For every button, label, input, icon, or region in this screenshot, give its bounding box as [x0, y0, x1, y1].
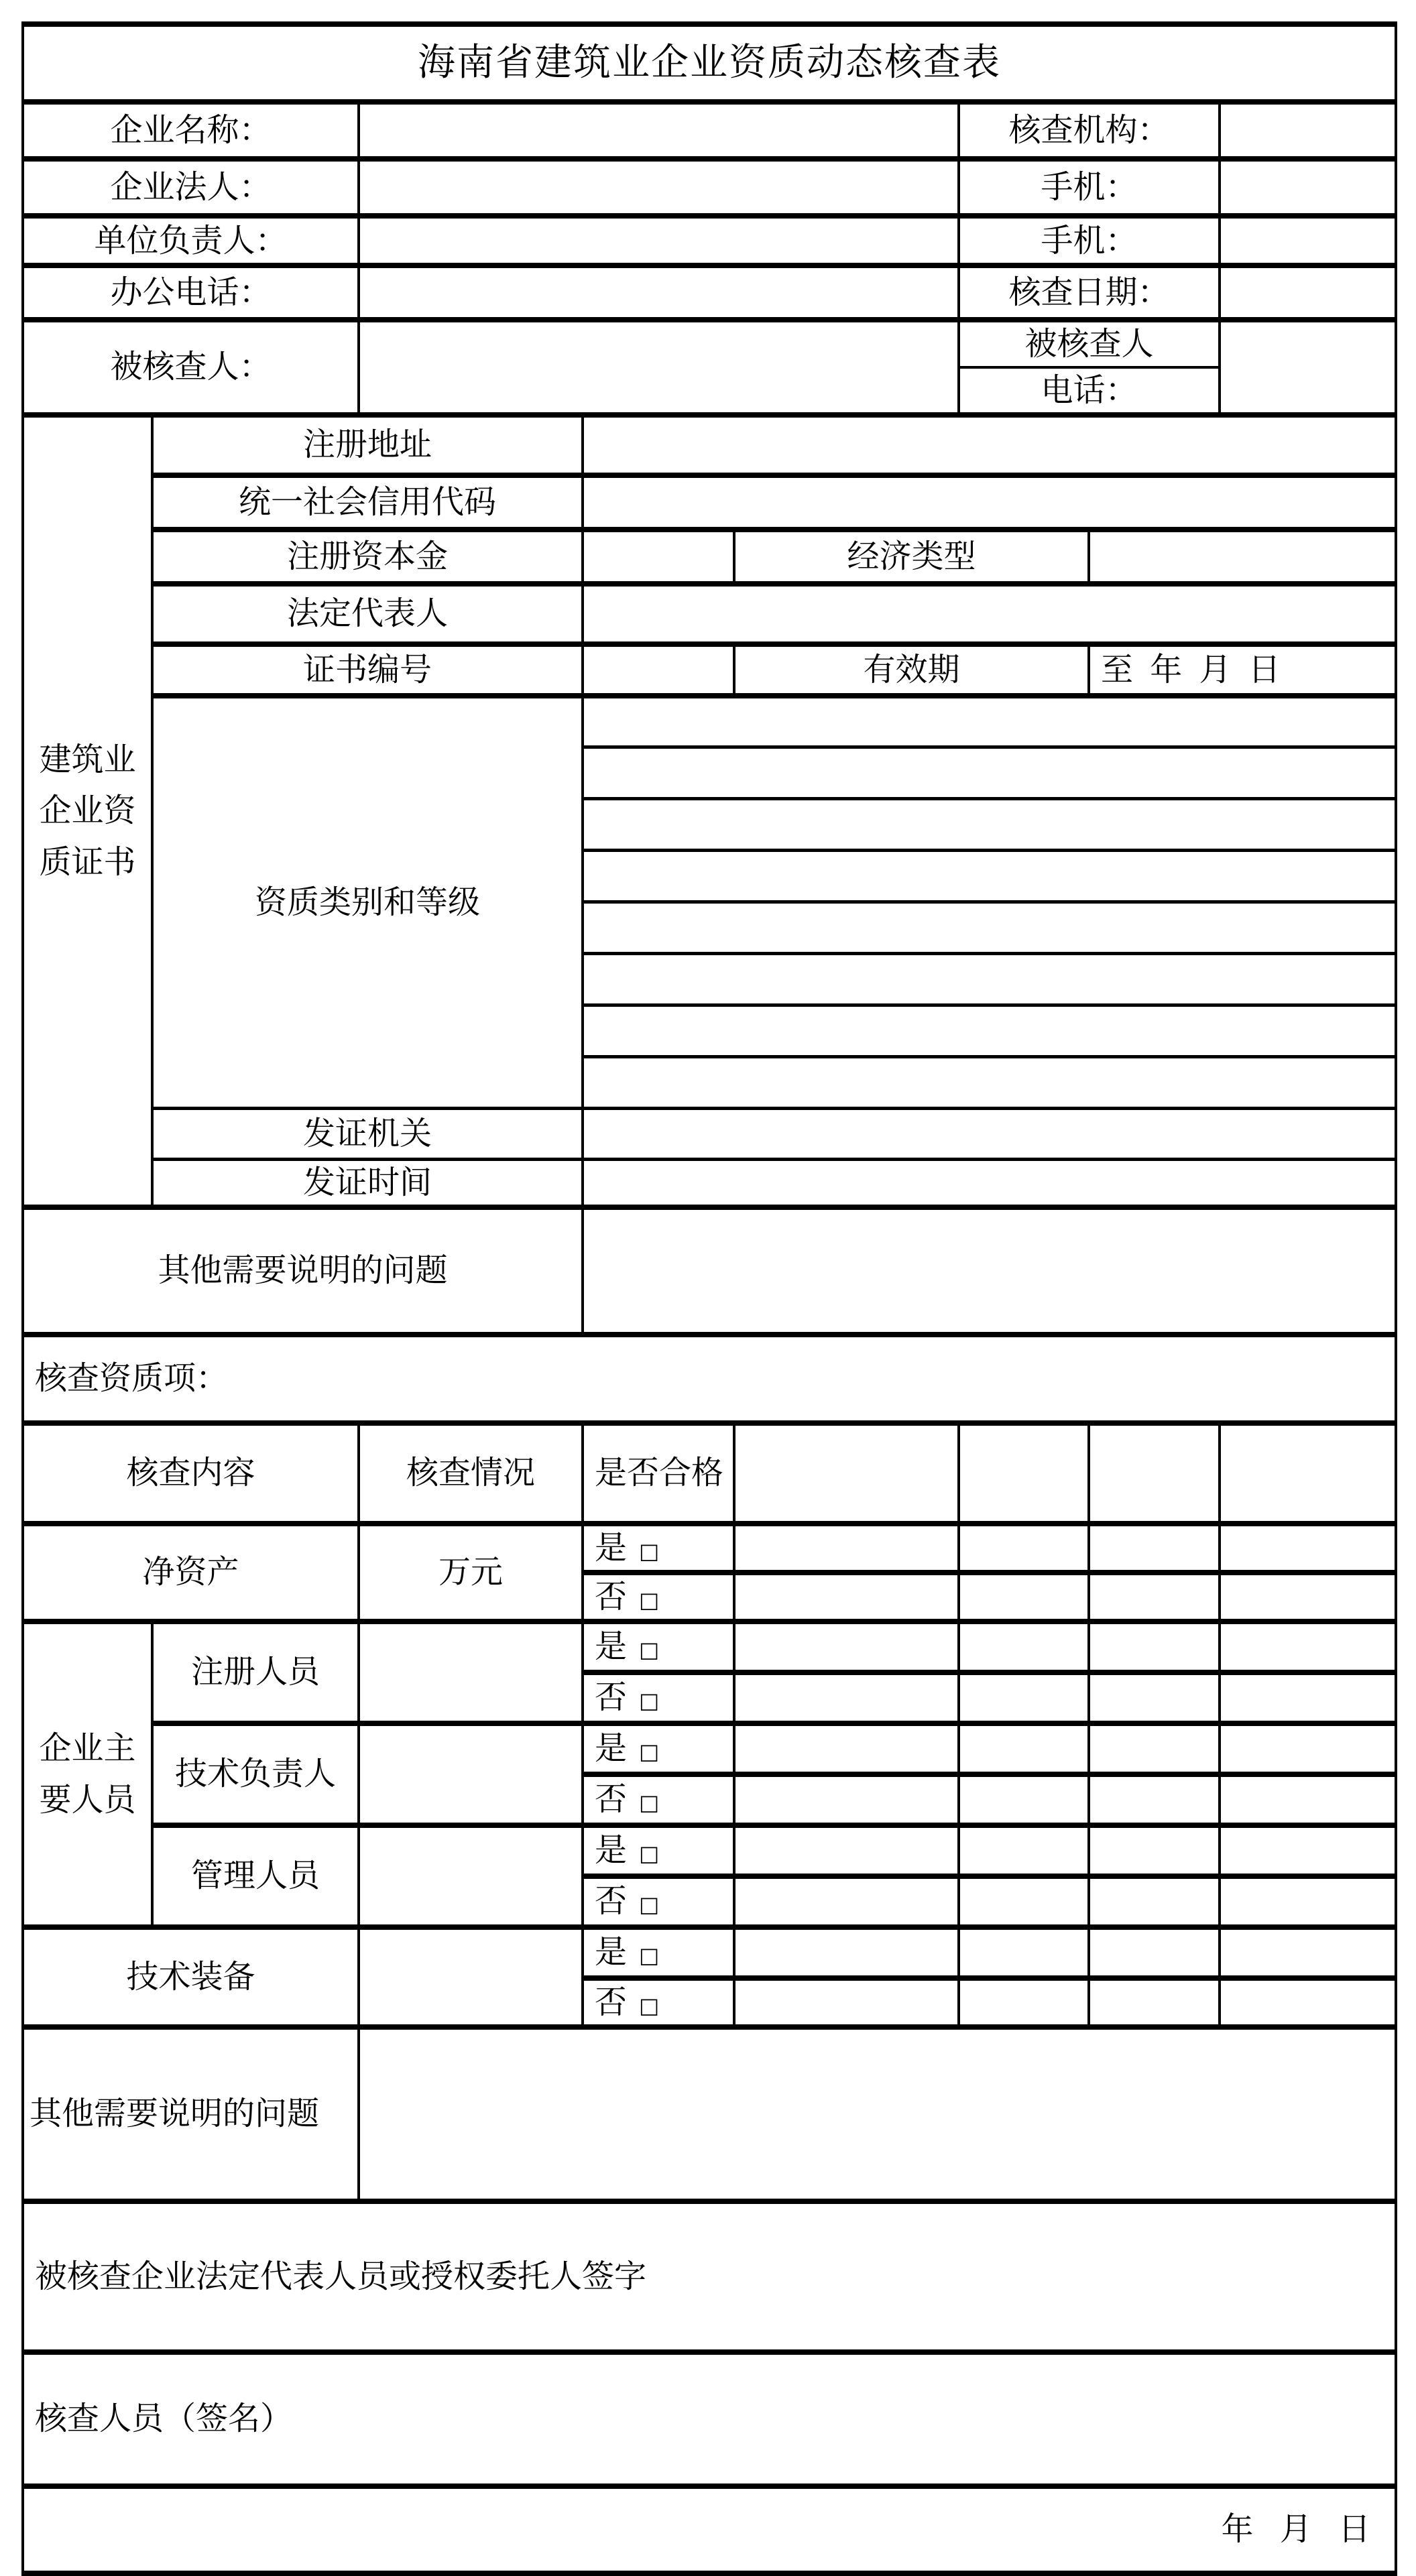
checkbox-square[interactable]: □	[639, 1790, 660, 1816]
header-check-situation: 核查情况	[359, 1423, 583, 1524]
qualified-entry-cell[interactable]	[734, 1621, 959, 1672]
qualified-entry-cell[interactable]	[1220, 1573, 1396, 1621]
checkbox-square[interactable]: □	[639, 1943, 660, 1969]
cert-credit-code-label: 统一社会信用代码	[152, 475, 583, 530]
cert-category-entry-row[interactable]	[583, 1057, 1396, 1109]
qualified-entry-cell[interactable]	[734, 1573, 959, 1621]
qualified-entry-cell[interactable]	[734, 1876, 959, 1927]
inspect-date-label: 核查日期：	[959, 265, 1220, 320]
inspected-person-value[interactable]	[359, 320, 959, 415]
mobile-1-label: 手机：	[959, 159, 1220, 216]
inspect-agency-label: 核查机构：	[959, 102, 1220, 159]
office-phone-value[interactable]	[359, 265, 959, 320]
cert-economic-type-value[interactable]	[1089, 530, 1396, 584]
cert-category-label: 资质类别和等级	[152, 696, 583, 1109]
checkbox-square[interactable]: □	[639, 1992, 660, 2018]
check-section-label: 核查资质项：	[23, 1335, 1396, 1423]
cert-category-entry-row[interactable]	[583, 747, 1396, 799]
cert-section-label: 建筑业企业资质证书	[23, 415, 152, 1207]
cert-category-entry-row[interactable]	[583, 696, 1396, 747]
header-entry-col[interactable]	[734, 1423, 959, 1524]
cert-category-entry-row[interactable]	[583, 1005, 1396, 1057]
legal-person-value[interactable]	[359, 159, 959, 216]
cert-legal-rep-label: 法定代表人	[152, 584, 583, 644]
cert-no-value[interactable]	[583, 644, 734, 696]
qualified-entry-cell[interactable]	[1089, 1524, 1220, 1573]
checkbox-square[interactable]: □	[639, 1841, 660, 1867]
qualified-entry-cell[interactable]	[1089, 1573, 1220, 1621]
qualified-entry-cell[interactable]	[1220, 1524, 1396, 1573]
checkbox-square[interactable]: □	[639, 1587, 660, 1613]
cert-issuer-value[interactable]	[583, 1109, 1396, 1160]
checkbox-square[interactable]: □	[639, 1637, 660, 1663]
qualified-entry-cell[interactable]	[959, 1621, 1089, 1672]
qualified-entry-cell[interactable]	[1089, 1978, 1220, 2027]
mobile-2-value[interactable]	[1220, 216, 1396, 265]
inspect-agency-value[interactable]	[1220, 102, 1396, 159]
qualified-entry-cell[interactable]	[1220, 1774, 1396, 1825]
qualified-entry-cell[interactable]	[1089, 1927, 1220, 1978]
cert-issue-time-value[interactable]	[583, 1160, 1396, 1207]
inspected-person-label: 被核查人：	[23, 320, 359, 415]
cert-category-entry-row[interactable]	[583, 799, 1396, 851]
inspect-date-value[interactable]	[1220, 265, 1396, 320]
qualified-entry-cell[interactable]	[734, 1825, 959, 1876]
cert-issue-time-label: 发证时间	[152, 1160, 583, 1207]
net-assets-label: 净资产	[23, 1524, 359, 1621]
qualified-entry-cell[interactable]	[959, 1876, 1089, 1927]
qualified-entry-cell[interactable]	[1089, 1876, 1220, 1927]
cert-capital-label: 注册资本金	[152, 530, 583, 584]
cert-economic-type-label: 经济类型	[734, 530, 1089, 584]
qualified-entry-cell[interactable]	[1089, 1723, 1220, 1774]
situation-entry-cell[interactable]	[359, 1621, 583, 1723]
qualified-entry-cell[interactable]	[1220, 1672, 1396, 1723]
yes-option-cell: 是 □	[583, 1825, 734, 1876]
header-entry-col[interactable]	[1089, 1423, 1220, 1524]
situation-entry-cell[interactable]	[359, 1825, 583, 1927]
qualified-entry-cell[interactable]	[959, 1978, 1089, 2027]
other-notes-2-label: 其他需要说明的问题	[23, 2027, 359, 2201]
no-option-cell: 否 □	[583, 1978, 734, 2027]
cert-validity-value[interactable]: 至 年 月 日	[1089, 644, 1396, 696]
checkbox-square[interactable]: □	[639, 1688, 660, 1714]
no-option-cell: 否 □	[583, 1774, 734, 1825]
personnel-group-label: 企业主要人员	[23, 1621, 152, 1927]
no-option-cell: 否 □	[583, 1573, 734, 1621]
checkbox-square[interactable]: □	[639, 1739, 660, 1765]
cert-category-entry-row[interactable]	[583, 851, 1396, 902]
personnel-registered-label: 注册人员	[152, 1621, 359, 1723]
header-entry-col[interactable]	[959, 1423, 1089, 1524]
cert-category-entry-row[interactable]	[583, 902, 1396, 954]
qualified-entry-cell[interactable]	[959, 1927, 1089, 1978]
qualified-entry-cell[interactable]	[1220, 1723, 1396, 1774]
header-entry-col[interactable]	[1220, 1423, 1396, 1524]
form-title: 海南省建筑业企业资质动态核查表	[23, 24, 1396, 102]
date-label: 年 月 日	[23, 2486, 1396, 2573]
qualified-entry-cell[interactable]	[959, 1672, 1089, 1723]
qualified-entry-cell[interactable]	[734, 1774, 959, 1825]
inspected-person-sublabel: 被核查人	[959, 320, 1220, 367]
qualified-entry-cell[interactable]	[959, 1723, 1089, 1774]
qualified-entry-cell[interactable]	[1220, 1927, 1396, 1978]
qualified-entry-cell[interactable]	[959, 1774, 1089, 1825]
legal-person-label: 企业法人：	[23, 159, 359, 216]
office-phone-label: 办公电话：	[23, 265, 359, 320]
situation-entry-cell[interactable]	[359, 1927, 583, 2027]
inspected-phone-value[interactable]	[1220, 320, 1396, 415]
no-option-cell: 否 □	[583, 1672, 734, 1723]
checkbox-square[interactable]: □	[639, 1538, 660, 1564]
verification-form-table	[21, 21, 1397, 2576]
qualified-entry-cell[interactable]	[959, 1524, 1089, 1573]
net-assets-unit: 万元	[359, 1524, 583, 1621]
cert-category-entry-row[interactable]	[583, 954, 1396, 1005]
qualified-entry-cell[interactable]	[734, 1524, 959, 1573]
yes-option-cell: 是 □	[583, 1524, 734, 1573]
cert-credit-code-value[interactable]	[583, 475, 1396, 530]
cert-no-label: 证书编号	[152, 644, 583, 696]
company-sign-row[interactable]: 被核查企业法定代表人员或授权委托人签字	[23, 2201, 1396, 2352]
unit-head-label: 单位负责人：	[23, 216, 359, 265]
other-notes-2-value[interactable]	[359, 2027, 1396, 2201]
qualified-entry-cell[interactable]	[734, 1672, 959, 1723]
cert-capital-value[interactable]	[583, 530, 734, 584]
no-option-cell: 否 □	[583, 1876, 734, 1927]
company-name-label: 企业名称：	[23, 102, 359, 159]
cert-validity-label: 有效期	[734, 644, 1089, 696]
yes-option-cell: 是 □	[583, 1927, 734, 1978]
header-qualified: 是否合格	[583, 1423, 734, 1524]
mobile-2-label: 手机：	[959, 216, 1220, 265]
header-check-content: 核查内容	[23, 1423, 359, 1524]
yes-option-cell: 是 □	[583, 1723, 734, 1774]
qualified-entry-cell[interactable]	[734, 1927, 959, 1978]
yes-option-cell: 是 □	[583, 1621, 734, 1672]
qualified-entry-cell[interactable]	[1220, 1621, 1396, 1672]
qualified-entry-cell[interactable]	[734, 1723, 959, 1774]
unit-head-value[interactable]	[359, 216, 959, 265]
other-notes-1-label: 其他需要说明的问题	[23, 1207, 583, 1335]
qualified-entry-cell[interactable]	[1220, 1825, 1396, 1876]
cert-issuer-label: 发证机关	[152, 1109, 583, 1160]
qualified-entry-cell[interactable]	[1220, 1876, 1396, 1927]
qualified-entry-cell[interactable]	[1220, 1978, 1396, 2027]
inspected-phone-label: 电话：	[959, 367, 1220, 415]
personnel-management-label: 管理人员	[152, 1825, 359, 1927]
qualified-entry-cell[interactable]	[959, 1825, 1089, 1876]
qualified-entry-cell[interactable]	[1089, 1774, 1220, 1825]
inspector-sign-row[interactable]: 核查人员（签名）	[23, 2352, 1396, 2486]
company-name-value[interactable]	[359, 102, 959, 159]
equipment-label: 技术装备	[23, 1927, 359, 2027]
checkbox-square[interactable]: □	[639, 1892, 660, 1918]
personnel-tech-lead-label: 技术负责人	[152, 1723, 359, 1825]
situation-entry-cell[interactable]	[359, 1723, 583, 1825]
cert-address-label: 注册地址	[152, 415, 583, 475]
other-notes-1-value[interactable]	[583, 1207, 1396, 1335]
cert-address-value[interactable]	[583, 415, 1396, 475]
qualified-entry-cell[interactable]	[1089, 1672, 1220, 1723]
qualified-entry-cell[interactable]	[959, 1573, 1089, 1621]
qualified-entry-cell[interactable]	[1089, 1621, 1220, 1672]
qualified-entry-cell[interactable]	[734, 1978, 959, 2027]
mobile-1-value[interactable]	[1220, 159, 1396, 216]
cert-legal-rep-value[interactable]	[583, 584, 1396, 644]
qualified-entry-cell[interactable]	[1089, 1825, 1220, 1876]
